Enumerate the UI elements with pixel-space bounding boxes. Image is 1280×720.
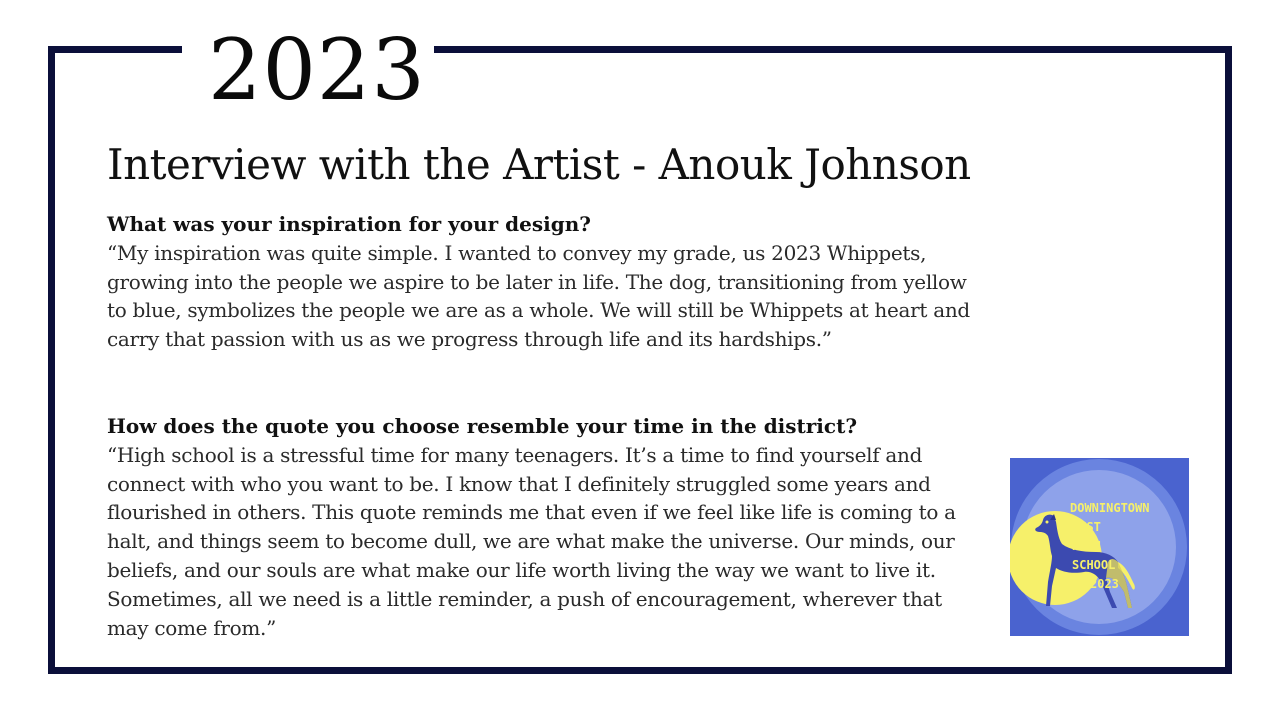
svg-text:SCHOOL: SCHOOL (1072, 558, 1116, 572)
year-heading: 2023 (208, 21, 426, 119)
svg-text:DOWNINGTOWN: DOWNINGTOWN (1070, 501, 1150, 515)
answer-text: “High school is a stressful time for many teenagers. It’s a time to find yourself and connect with who you want to be. I know that I definitely struggled some years and flourished in others. This quote reminds me that even if we feel like life is coming to a halt, and things seem to become dull, we are what make the universe. Our minds, our beliefs, and our souls are what make our life worth living the way we want to live it. Sometimes, all we need is a little reminder, a push of encouragement, wherever that may come from.” (107, 442, 956, 640)
class-logo (1010, 458, 1189, 636)
qa-block-quote (107, 412, 987, 642)
page-title: Interview with the Artist - Anouk Johnson (107, 140, 971, 189)
svg-text:HIGH: HIGH (1072, 539, 1101, 553)
question-heading: How does the quote you choose resemble your time in the district? (107, 414, 858, 438)
svg-text:WEST: WEST (1072, 520, 1101, 534)
qa-block-inspiration (107, 210, 987, 354)
answer-text: “My inspiration was quite simple. I wanted to convey my grade, us 2023 Whippets, growing into the people we aspire to be later in life. The dog, transitioning from yellow to blue, symbolizes the people we are as a whole. We will still be Whippets at heart and carry that passion with us as we progress through life and its hardships.” (107, 240, 970, 352)
question-heading: What was your inspiration for your design? (107, 212, 591, 236)
svg-text:2023: 2023 (1090, 577, 1119, 591)
